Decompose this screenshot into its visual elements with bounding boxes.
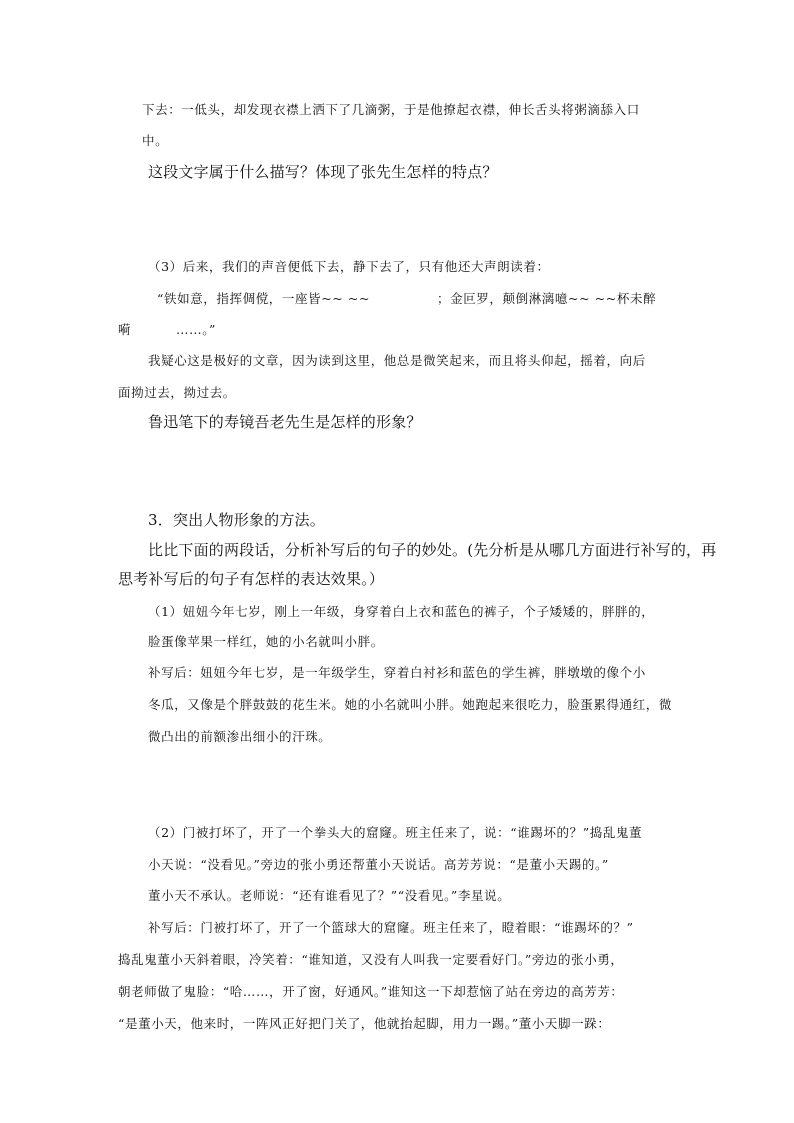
text-line: 小天说：“没看见。”旁边的张小勇还帮董小天说话。高芳芳说：“是董小天踢的。”: [148, 857, 609, 872]
text-line: 冬瓜，又像是个胖鼓鼓的花生米。她的小名就叫小胖。她跑起来很吃力，脸蛋累得通红，微: [148, 697, 673, 712]
text-line: 董小天不承认。老师说：“还有谁看见了？”“没看见。”李星说。: [148, 888, 511, 903]
text-line: 思考补写后的句子有怎样的表达效果。）: [118, 570, 385, 588]
quote-line: ……。”: [176, 322, 217, 337]
text-line: 捣乱鬼董小天斜着眼，冷笑着：“谁知道，又没有人叫我一定要看好门。”旁边的张小勇，: [118, 952, 624, 967]
question-text: 这段文字属于什么描写？体现了张先生怎样的特点？: [148, 163, 498, 181]
text-line: （3）后来，我们的声音便低下去，静下去了，只有他还大声朗读着：: [148, 259, 550, 274]
quote-line: ；金叵罗，颠倒淋漓噫~~ ~~杯未醉: [437, 291, 657, 306]
section-heading: 3．突出人物形象的方法。: [148, 511, 325, 529]
text-line: 补写后：门被打坏了，开了一个篮球大的窟窿。班主任来了，瞪着眼：“谁踢坏的？”: [148, 920, 634, 935]
text-line: 脸蛋像苹果一样红，她的小名就叫小胖。: [148, 634, 384, 649]
text-line: “是董小天，他来时，一阵风正好把门关了，他就抬起脚，用力一踢。”董小天脚一跺：: [118, 1016, 611, 1031]
quote-line: 嗬: [118, 322, 132, 337]
text-line: 朝老师做了鬼脸：“哈……，开了窗，好通风。”谁知这一下却惹恼了站在旁边的高芳芳：: [118, 984, 624, 999]
text-line: （1）妞妞今年七岁，刚上一年级，身穿着白上衣和蓝色的裤子，个子矮矮的，胖胖的，: [148, 604, 655, 619]
text-line: 补写后：妞妞今年七岁，是一年级学生，穿着白衬衫和蓝色的学生裤，胖墩墩的像个小: [148, 665, 646, 680]
text-line: （2）门被打坏了，开了一个拳头大的窟窿。班主任来了，说：“谁踢坏的？”捣乱鬼董: [148, 825, 643, 840]
text-line: 比比下面的两段话，分析补写后的句子的妙处。(先分析是从哪几方面进行补写的，再: [148, 541, 717, 559]
text-line: 微凸出的前额渗出细小的汗珠。: [148, 729, 332, 744]
text-line: 中。: [142, 133, 169, 148]
quote-line: “铁如意，指挥倜傥，一座皆~~ ~~: [157, 291, 371, 306]
question-text: 鲁迅笔下的寿镜吾老先生是怎样的形象？: [148, 413, 422, 431]
text-line: 面拗过去，拗过去。: [118, 385, 236, 400]
text-line: 我疑心这是极好的文章，因为读到这里，他总是微笑起来，而且将头仰起，摇着，向后: [148, 353, 646, 368]
text-line: 下去：一低头，却发现衣襟上洒下了几滴粥，于是他撩起衣襟，伸长舌头将粥滴舔入口: [142, 102, 640, 117]
